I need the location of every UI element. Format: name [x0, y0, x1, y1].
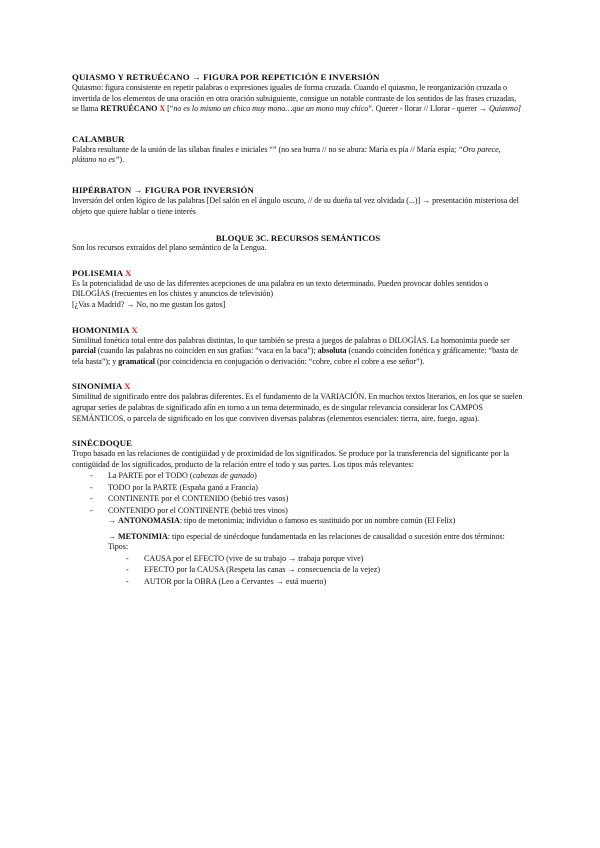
list-dash: - [126, 553, 129, 563]
metonimia-arrow: → [108, 531, 119, 541]
quiasmo-text-3: ”. Querer - llorar // Llorar - querer → [368, 104, 489, 114]
list-item-text: CONTINENTE por el CONTENIDO (bebió tres vasos) [108, 494, 289, 504]
list-item [72, 564, 524, 575]
list-dash: - [90, 471, 93, 481]
calambur-text-2: ). [119, 155, 125, 165]
quiasmo-label: Quiasmo] [488, 104, 521, 114]
quiasmo-example: no es lo mismo un chico muy mono…que un mono muy chico [173, 104, 369, 114]
homonimia-parcial: parcial [72, 346, 96, 356]
calambur-example: “Oro parece, plátano no es” [72, 144, 501, 165]
list-item-text: La PARTE por el TODO ( [108, 471, 193, 481]
homonimia-title: HOMONIMIA [72, 324, 130, 335]
metonimia-text: : tipo especial de sinécdoque fundamentada en las relaciones de causalidad o sucesión entre dos términos: Tipos: [108, 531, 505, 552]
sinonimia-title: SINONIMIA [72, 381, 122, 392]
metonimia-paragraph [72, 532, 524, 553]
list-item [72, 482, 524, 493]
homonimia-heading [72, 325, 524, 336]
polisemia-title: POLISEMIA [72, 267, 123, 278]
calambur-heading: CALAMBUR [72, 133, 125, 144]
antonomasia-paragraph [72, 516, 524, 527]
list-item [72, 470, 524, 481]
list-item-text: AUTOR por la OBRA (Leo a Cervantes → está muerto) [144, 576, 327, 586]
calambur-text-1: Palabra resultante de la unión de las sílabas finales e iniciales “” (no sea burra // no se abura: María es pía // María espía; [72, 144, 459, 154]
homonimia-x-mark: X [131, 324, 138, 335]
homonimia-text-4: (por coincidencia en conjugación o derivación: “cobre, cobre el cobre a ese señor”). [154, 356, 425, 366]
polisemia-heading [72, 268, 524, 279]
list-item-text: EFECTO por la CAUSA (Respeta las canas → consecuencia de la vejez) [144, 565, 381, 575]
list-dash: - [90, 505, 93, 515]
document-content [72, 72, 524, 587]
homonimia-gramatical: gramatical [118, 356, 155, 366]
bloque-heading: BLOQUE 3C. RECURSOS SEMÁNTICOS [215, 233, 381, 244]
hiperbaton-paragraph: Inversión del orden lógico de las palabras [Del salón en el ángulo oscuro, // de su dueña tal vez olvidada (...)] → presentación misteriosa del objeto que quiere hablar o tiene interés [72, 195, 519, 216]
antonomasia-label: ANTONOMASIA [118, 515, 180, 525]
metonimia-list [72, 553, 524, 587]
homonimia-absoluta: absoluta [317, 346, 347, 356]
homonimia-text-3: (cuando coinciden fonética y gráficamente: “basta de tela basta”); y [72, 346, 518, 366]
list-item-after: ) [254, 471, 257, 481]
list-item [72, 505, 524, 516]
list-item [72, 576, 524, 587]
list-dash: - [90, 482, 93, 492]
homonimia-paragraph [72, 336, 524, 368]
list-item-text: CONTENIDO por el CONTINENTE (bebió tres vinos) [108, 505, 288, 515]
antonomasia-text: : tipo de metonimia; individuo o famoso es sustituido por un nombre común (El Felix) [179, 515, 456, 525]
metonimia-label: METONIMIA [118, 531, 168, 541]
list-item [72, 493, 524, 504]
bloque-intro: Son los recursos extraídos del plano semántico de la Lengua. [72, 243, 267, 253]
quiasmo-heading: QUIASMO Y RETRUÉCANO → FIGURA POR REPETICIÓN E INVERSIÓN [72, 72, 380, 82]
list-item [72, 553, 524, 564]
calambur-paragraph [72, 145, 524, 166]
polisemia-x-mark: X [125, 267, 132, 278]
list-dash: - [126, 576, 129, 586]
sinecdoque-paragraph: Tropo basado en las relaciones de contigüidad y de proximidad de los significados. Se produce por la transferencia del significante por la contigüidad de los significados, producto de la relación entre el todo y sus partes. Los tipos más relevantes: [72, 449, 509, 469]
antonomasia-arrow: → [108, 515, 119, 525]
list-item-text: CAUSA por el EFECTO (vive de su trabajo → trabaja porque vive) [144, 553, 364, 563]
quiasmo-text-2: [“ [165, 104, 174, 114]
polisemia-paragraph: Es la potencialidad de uso de las diferentes acepciones de una palabra en un texto determinado. Pueden provocar dobles sentidos o DILOGÍAS (frecuentes en los chistes y anuncios de televisión) [72, 278, 489, 299]
list-item-italic: cabezas de ganado [192, 471, 255, 481]
homonimia-text-2: (cuando las palabras no coinciden en sus grafías: “vaca en la baca”); [95, 346, 318, 356]
polisemia-example: [¿Vas a Madrid? → No, no me gustan los gatos] [72, 299, 226, 309]
list-dash: - [90, 494, 93, 504]
homonimia-text-1: Similitud fonética total entre dos palabras distintas, lo que también se presta a juegos de palabras o DILOGÍAS. La homonimia puede ser [72, 335, 510, 345]
list-dash: - [126, 565, 129, 575]
sinonimia-paragraph: Similitud de significado entre dos palabras diferentes. Es el fundamento de la VARIACIÓN. En muchos textos literarios, en los que se suelen agrupar series de palabras de significado afín en torno a un tema determinado, es de singular relevancia considerar los CAMPOS SEMÁNTICOS, o parcela de significado en los que conviven diversas palabras (elementos esenciales: tierra, aire, fuego, agua). [72, 392, 523, 423]
list-item-text: TODO por la PARTE (España ganó a Francia) [108, 482, 258, 492]
retruecano-term: RETRUÉCANO [100, 104, 158, 114]
quiasmo-text-1: Quiasmo: figura consistente en repetir palabras o expresiones iguales de forma cruzada. Cuando el quiasmo, le reorganización cruzada o invertida de los elementos de una oración en otra oración subsiguiente, consigue un notable contraste de los sentidos de las frases cruzadas, se llama [72, 83, 517, 114]
sinecdoque-list [72, 470, 524, 516]
retruecano-x-mark: X [159, 104, 166, 114]
hiperbaton-heading: HIPÉRBATON → FIGURA POR INVERSIÓN [72, 184, 254, 195]
sinonimia-x-mark: X [124, 381, 131, 392]
sinecdoque-heading: SINÉCDOQUE [72, 438, 133, 449]
sinonimia-heading [72, 381, 524, 392]
quiasmo-paragraph [72, 83, 524, 115]
